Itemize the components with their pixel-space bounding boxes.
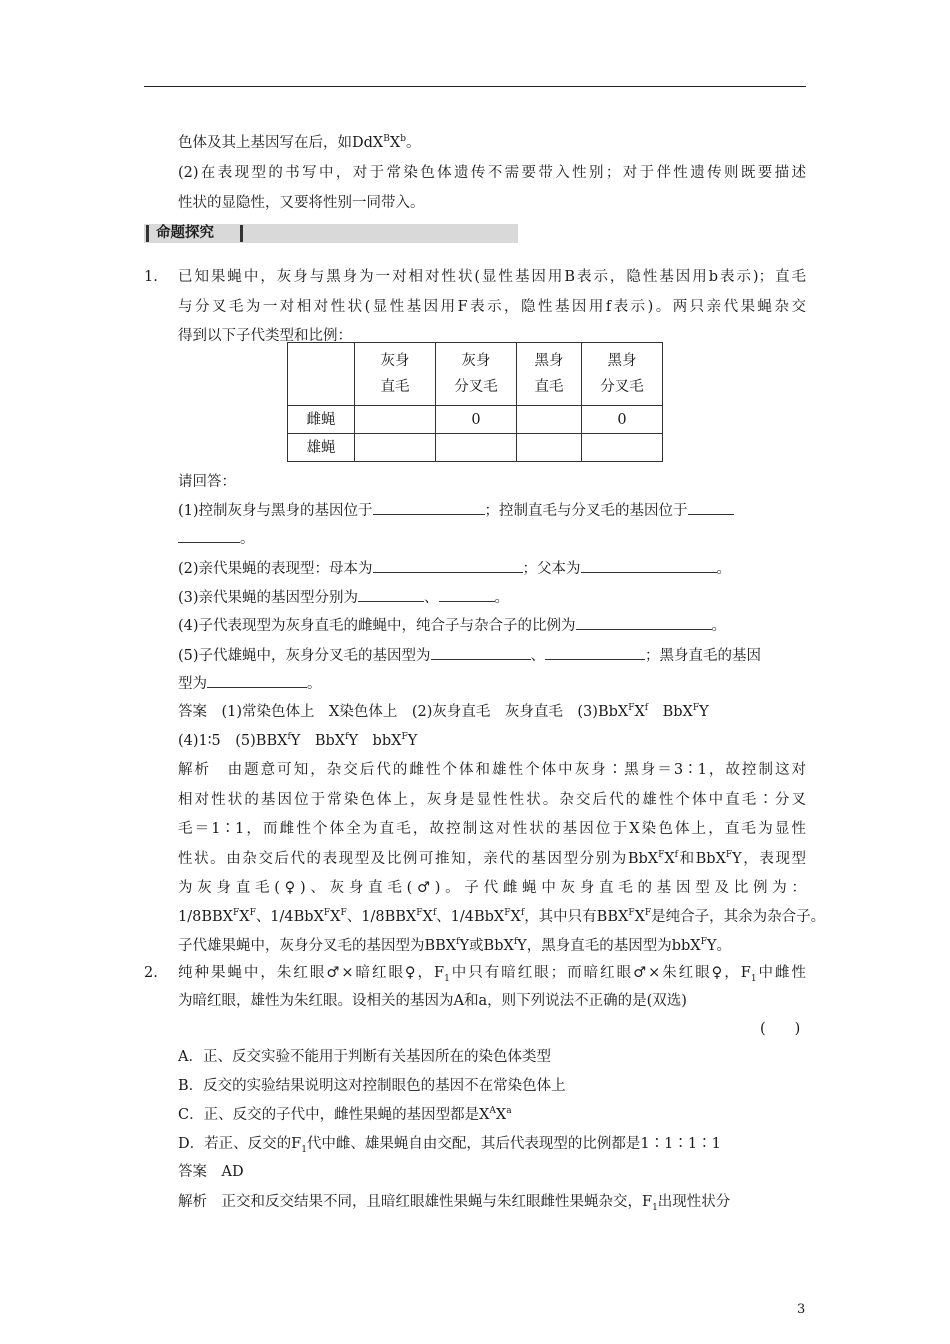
q2-option-a: A．正、反交实验不能用于判断有关基因所在的染色体类型 (178, 1049, 551, 1065)
header-black-forked: 黑身 分叉毛 (582, 343, 663, 406)
text-segment: ，其中只有BBX (524, 909, 629, 925)
table-cell (355, 434, 436, 462)
text-segment: 子代雄果蝇中，灰身分叉毛的基因型为BBX (178, 938, 457, 954)
q1-sub-5-cont: 型为 。 (178, 673, 322, 694)
answer-blank[interactable] (358, 587, 424, 602)
table-row (288, 434, 663, 462)
text-segment: F (504, 908, 511, 919)
text-segment: f (513, 937, 518, 948)
answer-blank[interactable] (373, 500, 485, 515)
q1-stem-3: 得到以下子代类型和比例： (178, 328, 352, 344)
table-cell: 0 (582, 406, 663, 434)
row-label-male: 雄蝇 (288, 434, 355, 462)
answer-blank[interactable] (207, 673, 307, 688)
text-segment: 、1/4BbX (255, 909, 324, 925)
text-segment: X (330, 909, 341, 925)
table-cell (517, 406, 582, 434)
text-segment: Y或BbX (459, 938, 514, 954)
text-segment: F (249, 908, 256, 919)
q2-stem-1 (178, 963, 806, 983)
q2-option-c: C．正、反交的子代中，雌性果蝇的基因型都是$X^AX^a$ (178, 1106, 512, 1123)
answer-blank[interactable] (576, 615, 712, 630)
text-segment: F (644, 908, 652, 919)
text-segment: F (232, 908, 240, 919)
text-segment: f (520, 908, 525, 919)
table-cell (517, 434, 582, 462)
page-number: 3 (797, 1302, 806, 1317)
answer-blank[interactable] (688, 500, 734, 515)
table-cell (436, 434, 517, 462)
text-segment: f (456, 937, 460, 948)
offspring-table (287, 342, 663, 462)
q1-sub-4: (4)子代表现型为灰身直毛的雌蝇中，纯合子与杂合子的比例为 。 (178, 615, 726, 636)
text-segment: F (416, 908, 423, 919)
table-corner-cell (288, 343, 355, 406)
q1-answer-line-2: (4)1∶5 (5)BBX$^f$Y BbX$^f$Y bbX$^F$Y (178, 732, 418, 749)
text-segment: 、1/4BbX (436, 909, 505, 925)
text-segment: X (422, 909, 433, 925)
q1-analysis-7 (178, 936, 731, 956)
q2-number: 2. (144, 965, 158, 981)
q1-number: 1. (144, 269, 158, 285)
text-segment: 中雌性 (756, 965, 806, 981)
q1-sub-1-cont: 。 (178, 528, 255, 549)
q1-sub-1: (1)控制灰身与黑身的基因位于 ；控制直毛与分叉毛的基因位于 (178, 500, 734, 521)
text-segment: X (634, 909, 645, 925)
q1-prompt: 请回答： (178, 474, 236, 490)
text-segment: F (323, 908, 331, 919)
q2-answer: 答案 AD (178, 1164, 244, 1180)
table-cell (582, 434, 663, 462)
q1-stem-2: 与分叉毛为一对相对性状(显性基因用F表示，隐性基因用f表示)。两只亲代果蝇杂交 (178, 299, 806, 315)
text-segment: Y。 (706, 938, 731, 954)
answer-blank[interactable] (581, 558, 717, 573)
q1-sub-5: (5)子代雄蝇中，灰身分叉毛的基因型为 、 ；黑身直毛的基因 (178, 645, 761, 666)
header-rule (144, 86, 806, 87)
answer-blank[interactable] (545, 645, 645, 660)
q1-analysis-5: 为灰身直毛(♀)、灰身直毛(♂)。子代雌蝇中灰身直毛的基因型及比例为： (178, 880, 806, 896)
q1-analysis-6 (178, 907, 825, 927)
intro-line-3: 性状的显隐性，又要将性别一同带入。 (178, 195, 425, 211)
section-marker-left (146, 225, 149, 242)
text-segment: F (628, 908, 635, 919)
q1-analysis-2: 相对性状的基因位于常染色体上，灰身是显性性状。杂交后代的雄性个体中直毛∶分叉 (178, 792, 806, 808)
text-segment: 是纯合子，其余为杂合子。 (651, 909, 826, 925)
text-segment: f (432, 908, 437, 919)
table-cell (355, 406, 436, 434)
text-segment: 1 (444, 973, 450, 984)
row-label-female: 雌蝇 (288, 406, 355, 434)
answer-blank[interactable] (439, 587, 495, 602)
answer-blank[interactable] (431, 645, 531, 660)
text-segment: F (700, 937, 707, 948)
q2-option-b: B．反交的实验结果说明这对控制眼色的基因不在常染色体上 (178, 1078, 566, 1094)
text-segment: X (239, 909, 250, 925)
text-segment: 中只有暗红眼；而暗红眼♂×朱红眼♀，F (449, 965, 751, 981)
q2-stem-2: 为暗红眼，雄性为朱红眼。设相关的基因为A和a，则下列说法不正确的是(双选) (178, 993, 687, 1009)
q2-option-d: D．若正、反交的$F_1$代中雌、雄果蝇自由交配，其后代表现型的比例都是1∶1∶1∶1 (178, 1136, 721, 1155)
q1-analysis-1: 解析 由题意可知，杂交后代的雌性个体和雄性个体中灰身∶黑身＝3∶1，故控制这对 (178, 762, 807, 778)
answer-blank[interactable] (178, 528, 240, 543)
header-gray-forked: 灰身 分叉毛 (436, 343, 517, 406)
table-header-row (288, 343, 663, 406)
section-marker-right (240, 225, 243, 242)
table-cell: 0 (436, 406, 517, 434)
header-black-straight: 黑身 直毛 (517, 343, 582, 406)
answer-blank[interactable] (373, 558, 523, 573)
q2-analysis-1: 解析 正交和反交结果不同，且暗红眼雄性果蝇与朱红眼雌性果蝇杂交，$F_1$出现性状分 (178, 1194, 731, 1213)
text-segment: 纯种果蝇中，朱红眼♂×暗红眼♀，F (178, 965, 445, 981)
q1-analysis-4: 性状。由杂交后代的表现型及比例可推知，亲代的基因型分别为$BbX^FX^f$和BbX$^F$Y，表现型 (178, 850, 807, 867)
q1-analysis-3: 毛＝1∶1，而雌性个体全为直毛，故控制这对性状的基因位于X染色体上，直毛为显性 (178, 821, 806, 837)
q1-stem-1: 已知果蝇中，灰身与黑身为一对相对性状(显性基因用B表示，隐性基因用b表示)；直毛 (178, 269, 806, 285)
intro-line-1: 色体及其上基因写在后，如$DdX^BX^b$。 (178, 134, 421, 151)
q1-answer-line-1: 答案 (1)常染色体上 X染色体上 (2)灰身直毛 灰身直毛 $(3)BbX^FX^f$ BbX$^F$Y (178, 703, 709, 720)
text-segment: F (340, 908, 347, 919)
answer-parentheses: ( ) (760, 1021, 801, 1037)
intro-line-2: (2)在表现型的书写中，对于常染色体遗传不需要带入性别；对于伴性遗传则既要描述 (178, 165, 806, 181)
q1-sub-2: (2)亲代果蝇的表现型：母本为 ；父本为 。 (178, 558, 731, 579)
section-title: 命题探究 (156, 225, 214, 241)
q1-sub-3: (3)亲代果蝇的基因型分别为 、 。 (178, 587, 509, 608)
text-segment: 1/8BBX (178, 909, 233, 925)
text-segment: 1 (750, 973, 757, 984)
text-segment: X (510, 909, 521, 925)
text-segment: 、1/8BBX (346, 909, 417, 925)
header-gray-straight: 灰身 直毛 (355, 343, 436, 406)
text-segment: Y，黑身直毛的基因型为bbX (517, 938, 701, 954)
section-header (144, 224, 518, 243)
table-row (288, 406, 663, 434)
